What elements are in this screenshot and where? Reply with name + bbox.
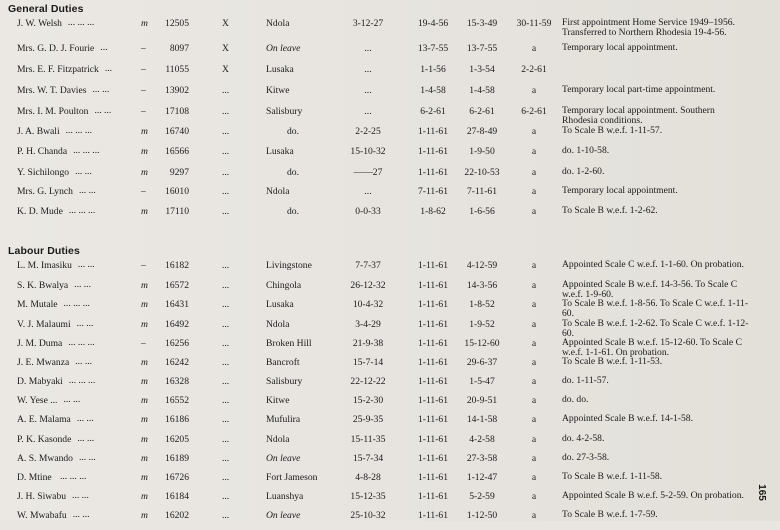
birth-date: 15-12-35 (350, 491, 386, 502)
marital-status: m (141, 395, 148, 406)
confirmation-date: 20-9-51 (466, 395, 498, 406)
appointment-date: 1-11-61 (417, 299, 449, 310)
leader-dots: ... ... ... (68, 205, 96, 216)
birth-date: 10-4-32 (352, 299, 384, 310)
person-name: M. Mutale (17, 299, 58, 310)
mark: ... (222, 206, 230, 217)
file-number: 16256 (165, 338, 189, 349)
appointment-date: 1-11-61 (417, 126, 449, 137)
birth-date: 15-7-14 (352, 357, 384, 368)
appointment-date: 1-11-61 (417, 319, 449, 330)
mark: ... (222, 186, 230, 197)
station: Luanshya (266, 491, 304, 502)
page-number: 165 (756, 484, 768, 501)
mark: ... (222, 376, 230, 387)
remarks: Appointed Scale B w.e.f. 5-2-59. On probation. (562, 490, 744, 501)
mark: ... (222, 167, 230, 178)
appointment-date: 1-11-61 (417, 472, 449, 483)
confirmation-date: 1-12-47 (466, 472, 498, 483)
birth-date: 26-12-32 (350, 280, 386, 291)
station: Ndola (266, 186, 290, 197)
person-name: J. A. Bwali (17, 126, 60, 137)
station: On leave (266, 43, 301, 54)
person-name: P. H. Chanda (17, 146, 68, 157)
leader-dots: ... ... (76, 413, 94, 424)
table-row (0, 167, 760, 187)
section-title-labour-duties: Labour Duties (8, 245, 80, 257)
remarks: To Scale B w.e.f. 1-11-53. (562, 356, 663, 367)
appointment-date: 1-11-61 (417, 146, 449, 157)
file-number: 16566 (165, 146, 189, 157)
file-number: 16552 (165, 395, 189, 406)
marital-status: – (141, 338, 146, 349)
section-title-general-duties: General Duties (8, 3, 84, 15)
appointment-date: 1-11-61 (417, 453, 449, 464)
appointment-date: 1-11-61 (417, 167, 449, 178)
leader-dots: ... ... (72, 490, 89, 501)
increment-date: a (531, 491, 537, 502)
appointment-date: 1-11-61 (417, 510, 449, 521)
file-number: 16182 (165, 260, 189, 271)
birth-date: ... (364, 186, 372, 197)
station: do. (287, 167, 299, 178)
mark: ... (222, 414, 230, 425)
marital-status: m (141, 146, 148, 157)
mark: ... (222, 434, 230, 445)
file-number: 9297 (169, 167, 189, 178)
marital-status: m (141, 491, 148, 502)
confirmation-date: 15-12-60 (464, 338, 500, 349)
confirmation-date: 1-4-58 (469, 85, 495, 96)
birth-date: 15-11-35 (350, 434, 386, 445)
marital-status: – (141, 64, 146, 75)
leader-dots: ... ... (74, 279, 91, 290)
increment-date: a (531, 472, 537, 483)
leader-dots: ... ... (77, 259, 95, 270)
remarks: do. 1-11-57. (562, 375, 609, 386)
birth-date: 2-2-25 (355, 126, 381, 137)
remarks: To Scale B w.e.f. 1-2-62. To Scale C w.e.f. 1-12-60. (562, 318, 749, 339)
appointment-date: 19-4-56 (417, 18, 449, 29)
increment-date: a (531, 146, 537, 157)
mark: ... (222, 85, 230, 96)
table-row (0, 453, 760, 473)
confirmation-date: 1-5-47 (469, 376, 495, 387)
station: Salisbury (266, 106, 303, 117)
mark: ... (222, 357, 230, 368)
file-number: 16184 (165, 491, 189, 502)
leader-dots: ... ... (78, 185, 96, 196)
station: Kitwe (266, 85, 290, 96)
station: Kitwe (266, 395, 290, 406)
mark: ... (222, 299, 230, 310)
mark: ... (222, 146, 230, 157)
increment-date: a (531, 510, 537, 521)
leader-dots: ... ... (75, 166, 92, 177)
file-number: 17108 (165, 106, 189, 117)
confirmation-date: 1-3-54 (469, 64, 495, 75)
marital-status: – (141, 85, 146, 96)
file-number: 16242 (165, 357, 189, 368)
file-number: 16726 (165, 472, 189, 483)
increment-date: a (531, 167, 537, 178)
person-name: Mrs. E. F. Fitzpatrick (17, 64, 99, 75)
marital-status: m (141, 299, 148, 310)
appointment-date: 1-1-56 (420, 64, 446, 75)
appointment-date: 1-11-61 (417, 338, 449, 349)
confirmation-date: 4-2-58 (469, 434, 495, 445)
remarks: To Scale B w.e.f. 1-11-58. (562, 471, 663, 482)
table-row (0, 280, 760, 300)
table-row (0, 299, 760, 319)
marital-status: m (141, 414, 148, 425)
increment-date: a (531, 414, 537, 425)
increment-date: a (531, 85, 537, 96)
person-name: Mrs. G. Lynch (17, 186, 73, 197)
person-name: Y. Sichilongo (17, 167, 70, 178)
mark: ... (222, 395, 230, 406)
marital-status: m (141, 510, 148, 521)
file-number: 16202 (165, 510, 189, 521)
birth-date: 15-10-32 (350, 146, 386, 157)
leader-dots: ... ... ... (73, 145, 100, 156)
increment-date: a (531, 338, 537, 349)
birth-date: 21-9-38 (352, 338, 384, 349)
station: Salisbury (266, 376, 303, 387)
file-number: 16010 (165, 186, 189, 197)
marital-status: m (141, 319, 148, 330)
leader-dots: ... ... (94, 105, 112, 116)
leader-dots: ... ... (92, 84, 110, 95)
person-name: W. Yese ... (17, 395, 58, 406)
remarks: do. 27-3-58. (562, 452, 610, 463)
station: Ndola (266, 434, 290, 445)
marital-status: m (141, 472, 148, 483)
leader-dots: ... (100, 42, 108, 53)
mark: ... (222, 126, 230, 137)
birth-date: 0-0-33 (355, 206, 381, 217)
leader-dots: ... ... (72, 509, 90, 520)
station: Broken Hill (266, 338, 312, 349)
birth-date: ... (364, 85, 372, 96)
remarks: do. do. (562, 394, 589, 405)
increment-date: a (531, 299, 537, 310)
confirmation-date: 6-2-61 (469, 106, 495, 117)
mark: ... (222, 280, 230, 291)
person-name: Mrs. I. M. Poulton (17, 106, 89, 117)
table-row (0, 357, 760, 377)
appointment-date: 13-7-55 (417, 43, 449, 54)
table-row (0, 106, 760, 126)
increment-date: a (531, 319, 537, 330)
remarks: Temporary local appointment. Southern Rhodesia conditions. (562, 105, 715, 126)
remarks: Appointed Scale B w.e.f. 14-1-58. (562, 413, 693, 424)
marital-status: m (141, 206, 148, 217)
station: Bancroft (266, 357, 300, 368)
leader-dots: ... ... ... (68, 337, 95, 348)
mark: ... (222, 472, 230, 483)
increment-date: a (531, 376, 537, 387)
station: Chingola (266, 280, 302, 291)
table-row (0, 85, 760, 105)
remarks: To Scale B w.e.f. 1-7-59. (562, 509, 658, 520)
marital-status: m (141, 167, 148, 178)
file-number: 16205 (165, 434, 189, 445)
confirmation-date: 4-12-59 (466, 260, 498, 271)
mark: ... (222, 453, 230, 464)
appointment-date: 6-2-61 (420, 106, 446, 117)
marital-status: m (141, 434, 148, 445)
table-row (0, 434, 760, 454)
table-row (0, 186, 760, 206)
appointment-date: 1-8-62 (420, 206, 446, 217)
appointment-date: 1-11-61 (417, 491, 449, 502)
birth-date: ——27 (353, 167, 383, 178)
remarks: do. 1-10-58. (562, 145, 610, 156)
increment-date: a (531, 280, 537, 291)
increment-date: a (531, 453, 537, 464)
table-row (0, 376, 760, 396)
increment-date: a (531, 434, 537, 445)
person-name: J. E. Mwanza (17, 357, 70, 368)
increment-date: 6-2-61 (521, 106, 547, 117)
station: Mufulira (266, 414, 301, 425)
birth-date: 7-7-37 (355, 260, 381, 271)
mark: ... (222, 510, 230, 521)
remarks: Appointed Scale B w.e.f. 14-3-56. To Scale C w.e.f. 1-9-60. (562, 279, 738, 300)
table-row (0, 510, 760, 530)
leader-dots: ... ... (78, 452, 96, 463)
person-name: A. S. Mwando (17, 453, 73, 464)
remarks: First appointment Home Service 1949–1956. Transferred to Northern Rhodesia 19-4-56. (562, 17, 735, 38)
file-number: 12505 (165, 18, 189, 29)
mark: ... (222, 106, 230, 117)
marital-status: – (141, 43, 146, 54)
appointment-date: 1-11-61 (417, 395, 449, 406)
leader-dots: ... ... (76, 318, 94, 329)
marital-status: m (141, 376, 148, 387)
confirmation-date: 1-9-50 (469, 146, 495, 157)
table-row (0, 206, 760, 226)
station: On leave (266, 453, 301, 464)
confirmation-date: 15-3-49 (466, 18, 498, 29)
confirmation-date: 1-12-50 (466, 510, 498, 521)
confirmation-date: 7-11-61 (466, 186, 498, 197)
increment-date: 2-2-61 (521, 64, 547, 75)
birth-date: 15-7-34 (352, 453, 384, 464)
marital-status: m (141, 18, 148, 29)
confirmation-date: 27-8-49 (466, 126, 498, 137)
leader-dots: ... (104, 63, 113, 74)
birth-date: 25-9-35 (352, 414, 384, 425)
increment-date: 30-11-59 (516, 18, 552, 29)
leader-dots: ... ... ... (60, 471, 87, 482)
remarks: Temporary local appointment. (562, 185, 678, 196)
birth-date: 22-12-22 (350, 376, 386, 387)
birth-date: 15-2-30 (352, 395, 384, 406)
table-row (0, 395, 760, 415)
birth-date: 25-10-32 (350, 510, 386, 521)
file-number: 16328 (165, 376, 189, 387)
mark: X (222, 18, 229, 29)
person-name: D. Mabyaki (17, 376, 63, 387)
marital-status: m (141, 280, 148, 291)
table-row (0, 18, 760, 38)
station: Ndola (266, 319, 290, 330)
mark: ... (222, 260, 230, 271)
increment-date: a (531, 206, 537, 217)
appointment-date: 1-11-61 (417, 357, 449, 368)
birth-date: ... (364, 43, 372, 54)
remarks: Temporary local appointment. (562, 42, 678, 53)
station: Lusaka (266, 64, 294, 75)
appointment-date: 1-4-58 (420, 85, 446, 96)
mark: ... (222, 338, 230, 349)
station: do. (287, 126, 299, 137)
table-row (0, 491, 760, 511)
station: Lusaka (266, 146, 294, 157)
table-row (0, 64, 760, 84)
file-number: 16572 (165, 280, 189, 291)
appointment-date: 1-11-61 (417, 434, 449, 445)
mark: X (222, 43, 229, 54)
remarks: Appointed Scale C w.e.f. 1-1-60. On probation. (562, 259, 744, 270)
confirmation-date: 22-10-53 (464, 167, 500, 178)
file-number: 16492 (165, 319, 189, 330)
birth-date: ... (364, 106, 372, 117)
increment-date: a (531, 357, 537, 368)
remarks: To Scale B w.e.f. 1-8-56. To Scale C w.e.f. 1-11-60. (562, 298, 749, 319)
leader-dots: ... ... (63, 394, 81, 405)
person-name: P. K. Kasonde (17, 434, 72, 445)
marital-status: – (141, 106, 146, 117)
person-name: Mrs. W. T. Davies (17, 85, 87, 96)
leader-dots: ... ... (77, 433, 95, 444)
appointment-date: 1-11-61 (417, 376, 449, 387)
remarks: do. 4-2-58. (562, 433, 605, 444)
marital-status: m (141, 453, 148, 464)
confirmation-date: 13-7-55 (466, 43, 498, 54)
table-row (0, 319, 760, 339)
remarks: To Scale B w.e.f. 1-2-62. (562, 205, 658, 216)
table-row (0, 146, 760, 166)
confirmation-date: 1-8-52 (469, 299, 495, 310)
file-number: 11055 (165, 64, 189, 75)
station: Livingstone (266, 260, 312, 271)
increment-date: a (531, 260, 537, 271)
station: Ndola (266, 18, 290, 29)
appointment-date: 1-11-61 (417, 280, 449, 291)
mark: X (222, 64, 229, 75)
mark: ... (222, 319, 230, 330)
person-name: L. M. Imasiku (17, 260, 72, 271)
marital-status: m (141, 357, 148, 368)
confirmation-date: 14-1-58 (466, 414, 498, 425)
person-name: Mrs. G. D. J. Fourie (17, 43, 95, 54)
confirmation-date: 27-3-58 (466, 453, 498, 464)
birth-date: 3-4-29 (355, 319, 381, 330)
file-number: 13902 (165, 85, 189, 96)
leader-dots: ... ... ... (67, 17, 95, 28)
appointment-date: 7-11-61 (417, 186, 449, 197)
person-name: J. M. Duma (17, 338, 63, 349)
leader-dots: ... ... (75, 356, 93, 367)
birth-date: 4-8-28 (355, 472, 381, 483)
table-row (0, 414, 760, 434)
person-name: K. D. Mude (17, 206, 63, 217)
file-number: 16740 (165, 126, 189, 137)
marital-status: – (141, 186, 146, 197)
table-row (0, 43, 760, 63)
increment-date: a (531, 43, 537, 54)
birth-date: 3-12-27 (352, 18, 384, 29)
remarks: Appointed Scale B w.e.f. 15-12-60. To Scale C w.e.f. 1-1-61. On probation. (562, 337, 742, 358)
confirmation-date: 1-6-56 (469, 206, 495, 217)
birth-date: ... (364, 64, 372, 75)
table-row (0, 472, 760, 492)
confirmation-date: 1-9-52 (469, 319, 495, 330)
leader-dots: ... ... ... (63, 298, 90, 309)
remarks: do. 1-2-60. (562, 166, 605, 177)
mark: ... (222, 491, 230, 502)
person-name: V. J. Malaumi (17, 319, 71, 330)
table-row (0, 126, 760, 146)
file-number: 16189 (165, 453, 189, 464)
remarks: To Scale B w.e.f. 1-11-57. (562, 125, 663, 136)
appointment-date: 1-11-61 (417, 414, 449, 425)
appointment-date: 1-11-61 (417, 260, 449, 271)
leader-dots: ... ... ... (65, 125, 93, 136)
station: Fort Jameson (266, 472, 318, 483)
marital-status: m (141, 126, 148, 137)
confirmation-date: 14-3-56 (466, 280, 498, 291)
remarks: Temporary local part-time appointment. (562, 84, 716, 95)
person-name: S. K. Bwalya (17, 280, 69, 291)
increment-date: a (531, 126, 537, 137)
increment-date: a (531, 186, 537, 197)
confirmation-date: 5-2-59 (469, 491, 495, 502)
file-number: 17110 (165, 206, 189, 217)
file-number: 16431 (165, 299, 189, 310)
marital-status: – (141, 260, 146, 271)
person-name: J. H. Siwabu (17, 491, 67, 502)
table-row (0, 338, 760, 358)
file-number: 8097 (169, 43, 189, 54)
person-name: W. Mwabafu (17, 510, 67, 521)
leader-dots: ... ... ... (68, 375, 96, 386)
person-name: D. Mtine (17, 472, 52, 483)
station: Lusaka (266, 299, 294, 310)
file-number: 16186 (165, 414, 189, 425)
person-name: A. E. Malama (17, 414, 71, 425)
station: do. (287, 206, 299, 217)
station: On leave (266, 510, 301, 521)
confirmation-date: 29-6-37 (466, 357, 498, 368)
table-row (0, 260, 760, 280)
person-name: J. W. Welsh (17, 18, 62, 29)
increment-date: a (531, 395, 537, 406)
